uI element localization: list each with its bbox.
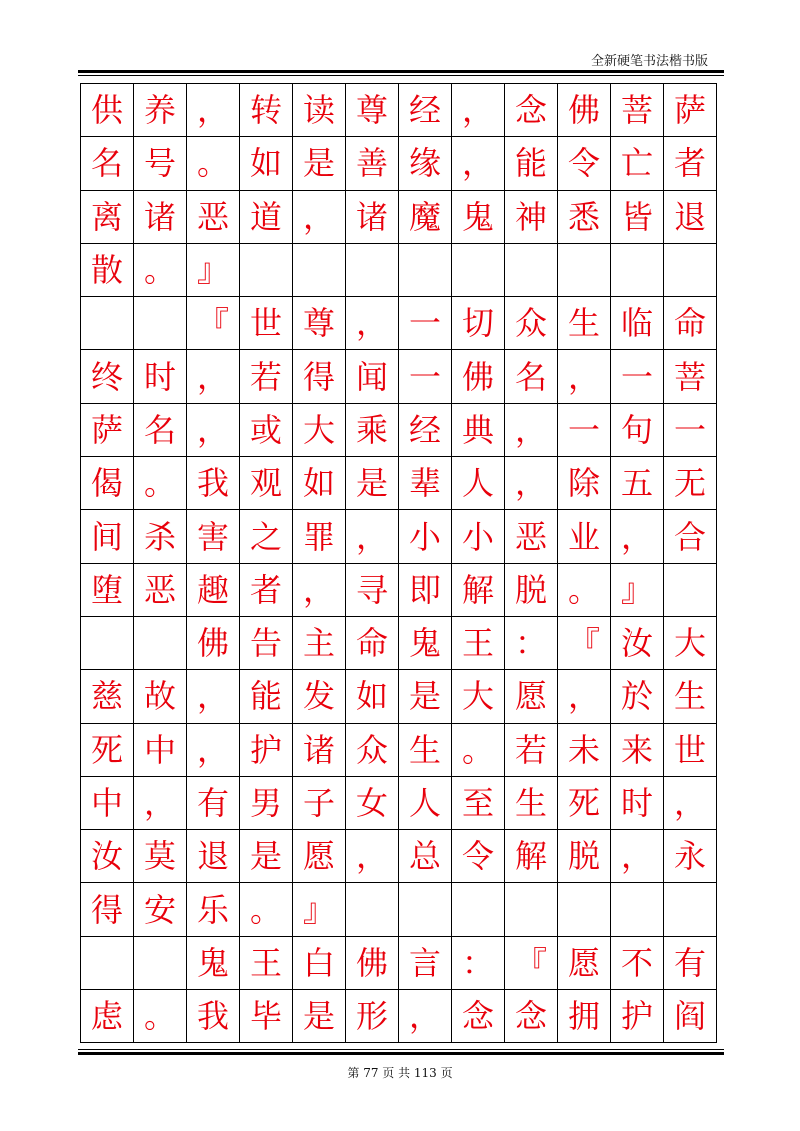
grid-cell: 小 — [399, 510, 452, 563]
grid-cell: ， — [134, 776, 187, 829]
grid-cell: 诸 — [293, 723, 346, 776]
grid-cell: ， — [505, 457, 558, 510]
grid-row — [81, 670, 717, 723]
grid-cell: 来 — [611, 723, 664, 776]
grid-cell: 退 — [664, 190, 717, 243]
grid-cell — [611, 883, 664, 936]
grid-cell: 佛 — [558, 84, 611, 137]
grid-cell: 人 — [399, 776, 452, 829]
grid-cell: ， — [293, 563, 346, 616]
grid-cell: 脱 — [558, 830, 611, 883]
grid-cell — [505, 883, 558, 936]
grid-cell: ， — [505, 403, 558, 456]
grid-row — [81, 403, 717, 456]
grid-cell: 名 — [81, 137, 134, 190]
grid-cell: 能 — [505, 137, 558, 190]
grid-cell — [452, 243, 505, 296]
grid-cell: 男 — [240, 776, 293, 829]
grid-cell: 中 — [81, 776, 134, 829]
grid-row — [81, 350, 717, 403]
grid-cell: 念 — [452, 990, 505, 1043]
grid-cell: 子 — [293, 776, 346, 829]
grid-cell: 莫 — [134, 830, 187, 883]
grid-cell: 读 — [293, 84, 346, 137]
grid-cell: 。 — [134, 243, 187, 296]
grid-cell: 。 — [240, 883, 293, 936]
grid-cell: 典 — [452, 403, 505, 456]
grid-cell: 之 — [240, 510, 293, 563]
grid-cell: 言 — [399, 936, 452, 989]
grid-cell: 大 — [293, 403, 346, 456]
grid-cell: 形 — [346, 990, 399, 1043]
grid-cell: 大 — [452, 670, 505, 723]
grid-cell: 告 — [240, 616, 293, 669]
grid-cell: ， — [611, 510, 664, 563]
grid-cell: 生 — [664, 670, 717, 723]
grid-cell: 如 — [293, 457, 346, 510]
grid-cell: 总 — [399, 830, 452, 883]
grid-cell: 人 — [452, 457, 505, 510]
grid-cell: 尊 — [293, 297, 346, 350]
grid-cell: 是 — [346, 457, 399, 510]
grid-cell: 五 — [611, 457, 664, 510]
grid-cell: 时 — [134, 350, 187, 403]
grid-cell: 转 — [240, 84, 293, 137]
grid-cell: 至 — [452, 776, 505, 829]
grid-cell: 号 — [134, 137, 187, 190]
grid-cell — [81, 936, 134, 989]
grid-cell: 无 — [664, 457, 717, 510]
grid-cell: 菩 — [664, 350, 717, 403]
grid-cell: 世 — [240, 297, 293, 350]
grid-cell: 。 — [134, 457, 187, 510]
grid-cell: 永 — [664, 830, 717, 883]
grid-cell — [81, 616, 134, 669]
grid-cell: 如 — [240, 137, 293, 190]
grid-cell: 白 — [293, 936, 346, 989]
grid-cell: ， — [346, 830, 399, 883]
grid-cell — [240, 243, 293, 296]
grid-cell: 鬼 — [452, 190, 505, 243]
grid-cell: 鬼 — [187, 936, 240, 989]
grid-cell: 解 — [505, 830, 558, 883]
grid-cell: 『 — [187, 297, 240, 350]
grid-cell: 众 — [346, 723, 399, 776]
grid-cell: 萨 — [664, 84, 717, 137]
grid-row — [81, 723, 717, 776]
grid-cell — [452, 883, 505, 936]
grid-cell: 是 — [240, 830, 293, 883]
grid-row — [81, 563, 717, 616]
grid-cell — [399, 883, 452, 936]
grid-cell: 名 — [134, 403, 187, 456]
grid-cell: 间 — [81, 510, 134, 563]
grid-cell: 罪 — [293, 510, 346, 563]
grid-cell: 护 — [611, 990, 664, 1043]
grid-cell — [558, 243, 611, 296]
grid-cell: 我 — [187, 990, 240, 1043]
grid-cell: 若 — [240, 350, 293, 403]
grid-cell: 女 — [346, 776, 399, 829]
grid-cell: 业 — [558, 510, 611, 563]
grid-cell: 念 — [505, 84, 558, 137]
grid-cell — [346, 243, 399, 296]
grid-cell: 愿 — [293, 830, 346, 883]
grid-cell: 趣 — [187, 563, 240, 616]
grid-cell: 。 — [134, 990, 187, 1043]
grid-cell: 是 — [293, 137, 346, 190]
grid-cell: 得 — [81, 883, 134, 936]
grid-cell: 毕 — [240, 990, 293, 1043]
grid-cell — [664, 243, 717, 296]
grid-row — [81, 510, 717, 563]
grid-cell: 阎 — [664, 990, 717, 1043]
grid-cell: 一 — [399, 297, 452, 350]
grid-cell: 诸 — [134, 190, 187, 243]
grid-cell: ， — [293, 190, 346, 243]
grid-cell: 。 — [187, 137, 240, 190]
grid-cell: 恶 — [505, 510, 558, 563]
grid-cell: 发 — [293, 670, 346, 723]
grid-cell: 佛 — [452, 350, 505, 403]
grid-cell: ， — [558, 670, 611, 723]
grid-cell: 乐 — [187, 883, 240, 936]
grid-cell: 』 — [293, 883, 346, 936]
grid-cell — [81, 297, 134, 350]
grid-cell: 解 — [452, 563, 505, 616]
grid-cell: 亡 — [611, 137, 664, 190]
grid-cell: 散 — [81, 243, 134, 296]
grid-cell: 菩 — [611, 84, 664, 137]
grid-cell: 乘 — [346, 403, 399, 456]
grid-cell: 是 — [293, 990, 346, 1043]
grid-cell — [134, 297, 187, 350]
grid-cell: ， — [346, 510, 399, 563]
grid-cell: 安 — [134, 883, 187, 936]
grid-cell: 善 — [346, 137, 399, 190]
grid-cell: 杀 — [134, 510, 187, 563]
grid-cell: 一 — [558, 403, 611, 456]
grid-cell: ， — [187, 350, 240, 403]
grid-cell: 未 — [558, 723, 611, 776]
grid-cell: 时 — [611, 776, 664, 829]
grid-cell: ， — [399, 990, 452, 1043]
header-rule-thick — [78, 70, 724, 73]
grid-cell: 若 — [505, 723, 558, 776]
grid-cell: ， — [187, 670, 240, 723]
grid-cell: 除 — [558, 457, 611, 510]
grid-cell: ， — [611, 830, 664, 883]
grid-cell — [293, 243, 346, 296]
grid-cell — [346, 883, 399, 936]
grid-cell: 大 — [664, 616, 717, 669]
grid-cell: 拥 — [558, 990, 611, 1043]
grid-cell: 辈 — [399, 457, 452, 510]
grid-cell: 愿 — [558, 936, 611, 989]
grid-cell: 世 — [664, 723, 717, 776]
page-number: 第 77 页 共 113 页 — [347, 1066, 453, 1080]
grid-cell: 得 — [293, 350, 346, 403]
grid-cell — [558, 883, 611, 936]
grid-cell: 死 — [81, 723, 134, 776]
grid-cell: 皆 — [611, 190, 664, 243]
grid-cell: 名 — [505, 350, 558, 403]
grid-cell: 害 — [187, 510, 240, 563]
grid-cell: 即 — [399, 563, 452, 616]
grid-cell: 』 — [187, 243, 240, 296]
grid-cell: 脱 — [505, 563, 558, 616]
grid-cell: 众 — [505, 297, 558, 350]
grid-cell: ， — [187, 84, 240, 137]
grid-cell: 神 — [505, 190, 558, 243]
grid-cell: 偈 — [81, 457, 134, 510]
grid-cell: 『 — [505, 936, 558, 989]
grid-cell: 令 — [452, 830, 505, 883]
grid-cell: 经 — [399, 403, 452, 456]
grid-cell: 王 — [452, 616, 505, 669]
grid-cell: 道 — [240, 190, 293, 243]
grid-cell: 恶 — [134, 563, 187, 616]
grid-cell: 小 — [452, 510, 505, 563]
grid-cell: 有 — [187, 776, 240, 829]
grid-cell: 。 — [452, 723, 505, 776]
grid-row — [81, 883, 717, 936]
grid-cell: 闻 — [346, 350, 399, 403]
grid-cell: 鬼 — [399, 616, 452, 669]
grid-cell: 者 — [664, 137, 717, 190]
grid-row — [81, 84, 717, 137]
grid-cell: 生 — [558, 297, 611, 350]
grid-cell: 临 — [611, 297, 664, 350]
grid-cell: 虑 — [81, 990, 134, 1043]
grid-row — [81, 990, 717, 1043]
grid-cell: 如 — [346, 670, 399, 723]
grid-row — [81, 297, 717, 350]
grid-cell: 念 — [505, 990, 558, 1043]
grid-cell: 或 — [240, 403, 293, 456]
grid-cell: 命 — [664, 297, 717, 350]
grid-cell: ， — [452, 84, 505, 137]
grid-cell: 故 — [134, 670, 187, 723]
grid-cell: ， — [187, 723, 240, 776]
grid-cell: ： — [452, 936, 505, 989]
footer-rule-thin — [78, 1049, 724, 1050]
grid-cell: 愿 — [505, 670, 558, 723]
grid-cell: 汝 — [81, 830, 134, 883]
grid-cell: 恶 — [187, 190, 240, 243]
grid-cell: 供 — [81, 84, 134, 137]
grid-row — [81, 457, 717, 510]
grid-cell — [611, 243, 664, 296]
grid-cell — [134, 936, 187, 989]
footer-rule-thick — [78, 1052, 724, 1055]
grid-cell — [505, 243, 558, 296]
grid-cell: 经 — [399, 84, 452, 137]
grid-cell: 寻 — [346, 563, 399, 616]
grid-cell: 悉 — [558, 190, 611, 243]
grid-cell: 佛 — [187, 616, 240, 669]
grid-cell: 是 — [399, 670, 452, 723]
grid-cell: 一 — [399, 350, 452, 403]
grid-row — [81, 616, 717, 669]
grid-cell — [399, 243, 452, 296]
grid-cell: 我 — [187, 457, 240, 510]
grid-cell: 缘 — [399, 137, 452, 190]
grid-cell: ， — [187, 403, 240, 456]
grid-cell: 退 — [187, 830, 240, 883]
grid-cell: 尊 — [346, 84, 399, 137]
grid-row — [81, 190, 717, 243]
grid-cell: 养 — [134, 84, 187, 137]
grid-cell — [134, 616, 187, 669]
grid-cell: 句 — [611, 403, 664, 456]
grid-cell: 生 — [505, 776, 558, 829]
grid-cell: 魔 — [399, 190, 452, 243]
grid-cell: 切 — [452, 297, 505, 350]
grid-cell: 』 — [611, 563, 664, 616]
header-rule-thin — [78, 75, 724, 76]
grid-cell: 汝 — [611, 616, 664, 669]
grid-cell: 『 — [558, 616, 611, 669]
grid-cell: 生 — [399, 723, 452, 776]
grid-cell: 有 — [664, 936, 717, 989]
grid-row — [81, 243, 717, 296]
grid-cell: 死 — [558, 776, 611, 829]
grid-cell — [664, 563, 717, 616]
grid-cell: ， — [346, 297, 399, 350]
grid-cell: 者 — [240, 563, 293, 616]
grid-cell: 不 — [611, 936, 664, 989]
grid-cell: 诸 — [346, 190, 399, 243]
grid-cell: ， — [558, 350, 611, 403]
grid-cell: 终 — [81, 350, 134, 403]
grid-cell: 命 — [346, 616, 399, 669]
grid-cell: 一 — [611, 350, 664, 403]
calligraphy-grid — [80, 83, 717, 1043]
grid-row — [81, 776, 717, 829]
grid-row — [81, 137, 717, 190]
grid-cell: 堕 — [81, 563, 134, 616]
page-header-title: 全新硬笔书法楷书版 — [590, 54, 708, 69]
grid-row — [81, 830, 717, 883]
grid-cell: 合 — [664, 510, 717, 563]
grid-cell: 於 — [611, 670, 664, 723]
grid-cell — [664, 883, 717, 936]
grid-cell: 主 — [293, 616, 346, 669]
grid-cell: 离 — [81, 190, 134, 243]
grid-cell: ： — [505, 616, 558, 669]
grid-cell: 萨 — [81, 403, 134, 456]
grid-cell: 。 — [558, 563, 611, 616]
grid-cell: 王 — [240, 936, 293, 989]
grid-cell: 中 — [134, 723, 187, 776]
grid-cell: 慈 — [81, 670, 134, 723]
grid-cell: 观 — [240, 457, 293, 510]
grid-row — [81, 936, 717, 989]
grid-cell: 佛 — [346, 936, 399, 989]
grid-cell: 护 — [240, 723, 293, 776]
grid-cell: ， — [452, 137, 505, 190]
grid-cell: 能 — [240, 670, 293, 723]
grid-cell: 一 — [664, 403, 717, 456]
grid-cell: ， — [664, 776, 717, 829]
grid-cell: 令 — [558, 137, 611, 190]
